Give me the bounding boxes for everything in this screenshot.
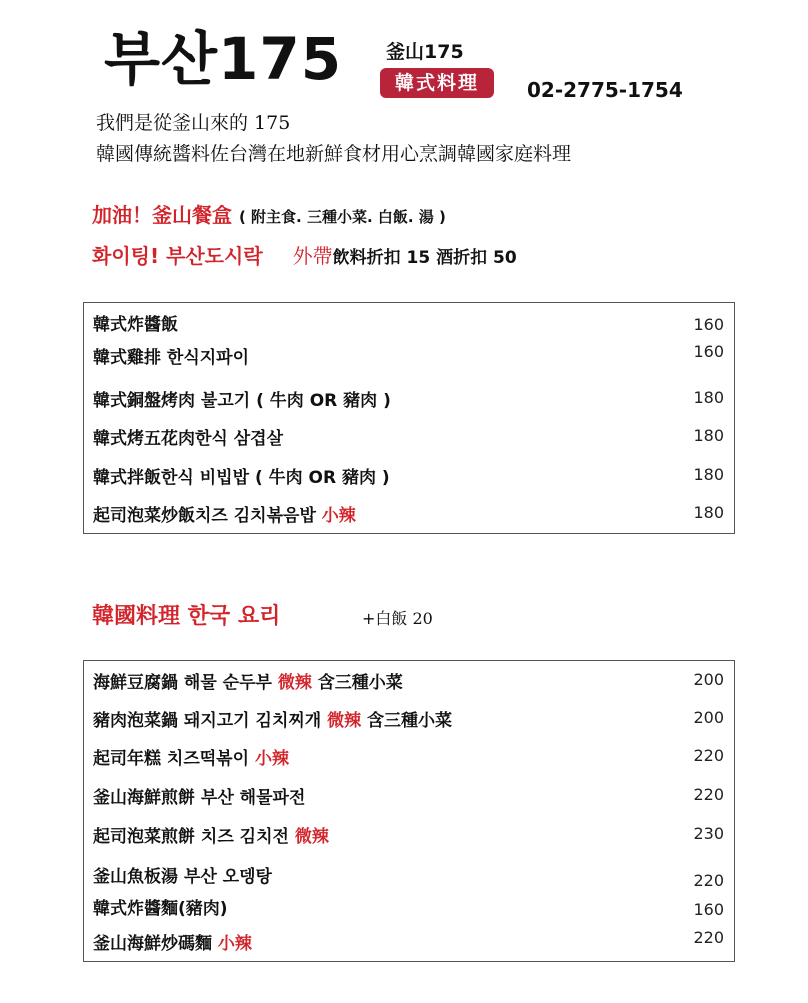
extra-rice-note — [362, 611, 433, 627]
item-name: 韓式炸醬麵(豬肉) — [93, 899, 228, 919]
promo-title-korean: 화이팅! 부산도시락 — [92, 244, 263, 268]
item-price: 200 — [693, 670, 724, 689]
item-name: 起司泡菜炒飯치즈 김치볶음밥 — [93, 506, 322, 526]
intro-line-1: 我們是從釜山來的 175 — [96, 112, 291, 134]
logo-chinese-badge: 韓式料理 — [380, 68, 494, 98]
item-name: 韓式銅盤烤肉 불고기 ( 牛肉 OR 豬肉 ) — [93, 391, 391, 411]
menu-item — [84, 426, 734, 452]
spicy-label: 小辣 — [321, 506, 356, 526]
item-suffix: 含三種小菜 — [311, 673, 403, 693]
menu-item — [84, 388, 734, 414]
menu-item — [84, 342, 734, 371]
spicy-label: 微辣 — [327, 711, 362, 731]
spicy-label: 微辣 — [277, 673, 312, 693]
menu-item — [84, 785, 734, 811]
item-price: 160 — [693, 315, 724, 334]
takeout-label: 外帶 — [292, 244, 333, 268]
logo-chinese-top: 釜山175 — [386, 41, 464, 63]
menu-item — [84, 465, 734, 491]
extra-rice-label: +白飯 — [362, 609, 413, 628]
promo-note: ( 附主食. 三種小菜. 白飯. 湯 ) — [238, 208, 446, 226]
promo-line-2 — [92, 246, 517, 267]
menu-box-rice — [83, 302, 735, 534]
menu-item — [84, 824, 734, 850]
item-price: 180 — [693, 465, 724, 484]
spicy-label: 小辣 — [254, 749, 289, 769]
menu-item — [84, 503, 734, 529]
item-price: 180 — [693, 388, 724, 407]
item-price: 180 — [693, 426, 724, 445]
promo-line-1 — [92, 205, 446, 225]
item-name: 豬肉泡菜鍋 돼지고기 김치찌개 — [93, 711, 328, 731]
item-price: 220 — [693, 746, 724, 765]
item-name: 釜山海鮮炒碼麵 — [93, 934, 218, 954]
item-price: 220 — [693, 871, 724, 890]
item-name: 釜山魚板湯 부산 오뎅탕 — [93, 867, 272, 887]
item-name: 海鮮豆腐鍋 해물 순두부 — [93, 673, 278, 693]
menu-item — [84, 864, 734, 890]
menu-item — [84, 896, 734, 922]
item-name: 韓式烤五花肉한식 삼겹살 — [93, 429, 284, 449]
item-name: 韓式炸醬飯 — [93, 315, 178, 335]
discount-text: 飲料折扣 15 酒折扣 50 — [332, 248, 517, 268]
item-name: 韓式雞排 한식지파이 — [93, 348, 250, 368]
menu-item — [84, 708, 734, 734]
phone-number: 02-2775-1754 — [527, 78, 683, 102]
item-price: 180 — [693, 503, 724, 522]
menu-item — [84, 928, 734, 957]
item-price: 200 — [693, 708, 724, 727]
item-name: 韓式拌飯한식 비빕밥 ( 牛肉 OR 豬肉 ) — [93, 468, 390, 488]
item-price: 160 — [693, 900, 724, 919]
section-title-korean-cuisine: 韓國料理 한국 요리 — [92, 604, 281, 629]
item-name: 釜山海鮮煎餅 부산 해물파전 — [93, 788, 306, 808]
logo-korean: 부산175 — [104, 25, 343, 93]
item-price: 220 — [693, 928, 724, 947]
menu-box-korean-cuisine — [83, 660, 735, 962]
item-price: 220 — [693, 785, 724, 804]
item-suffix: 含三種小菜 — [361, 711, 453, 731]
menu-item — [84, 670, 734, 696]
promo-title: 加油！釜山餐盒 — [92, 203, 232, 227]
menu-item — [84, 312, 734, 338]
extra-rice-price: 20 — [412, 609, 433, 628]
item-price: 230 — [693, 824, 724, 843]
spicy-label: 微辣 — [294, 827, 329, 847]
menu-item — [84, 746, 734, 772]
intro-line-2: 韓國傳統醬料佐台灣在地新鮮食材用心烹調韓國家庭料理 — [96, 143, 572, 165]
item-name: 起司年糕 치즈떡볶이 — [93, 749, 255, 769]
item-price: 160 — [693, 342, 724, 361]
item-name: 起司泡菜煎餅 치즈 김치전 — [93, 827, 295, 847]
spicy-label: 小辣 — [217, 934, 252, 954]
